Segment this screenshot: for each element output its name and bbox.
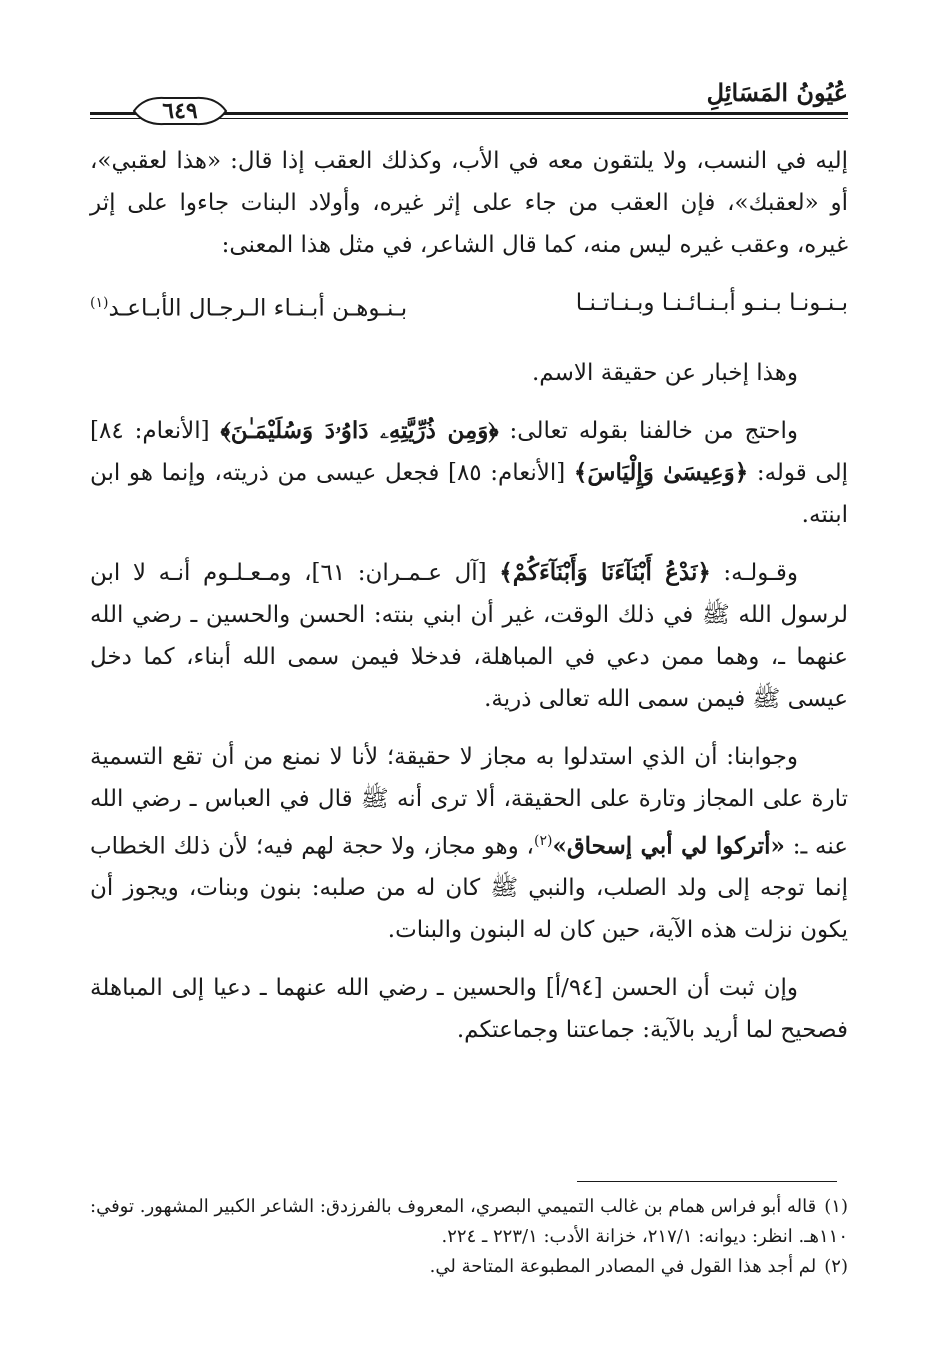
verse-second-text: بـنـوهـن أبـنـاء الـرجـال الأبـاعـد: [108, 295, 408, 322]
verse-first-hemistich: بـنـونـا بـنـو أبـنـائـنـا وبـنـاتـنـا: [575, 290, 848, 316]
page-header: [90, 78, 848, 126]
footnote-ref-1[interactable]: (١): [90, 295, 109, 311]
poetry-verse: [90, 282, 848, 330]
quran-verse-1: ﴿وَمِن ذُرِّيَّتِهِۦ دَاوُۥدَ وَسُلَيْمَـٰنَ﴾: [220, 416, 499, 444]
paragraph-6: وإن ثبت أن الحسن [٩٤/أ] والحسين ـ رضي الله عنهما ـ دعيا إلى المباهلة فصحيح لما أريد بالآية: جماعتنا وجماعتكم.: [90, 975, 848, 1044]
paragraph-3: [90, 410, 848, 536]
footnote-ref-2[interactable]: (٢): [533, 832, 553, 849]
page-number: ٦٤٩: [162, 98, 198, 124]
footnote-2-number: (٢): [824, 1256, 848, 1277]
quran-verse-3: ﴿نَدْعُ أَبْنَآءَنَا وَأَبْنَآءَكُمْ﴾: [499, 558, 711, 586]
book-title: عُيُونُ المَسَائِلِ: [706, 78, 848, 107]
footnotes: [90, 1192, 848, 1282]
quran-verse-2: ﴿وَعِيسَىٰ وَإِلْيَاسَ﴾: [573, 458, 749, 486]
footnote-1-text: قاله أبو فراس همام بن غالب التميمي البصري، المعروف بالفرزدق: الشاعر الكبير المشهور. توفي: ١١٠هـ. انظر: ديوانه: ٢١٧/١، خزانة الأدب: ٢٢٣/١ ـ ٢٢٤.: [90, 1196, 848, 1247]
footnote-2-text: لم أجد هذا القول في المصادر المطبوعة المتاحة لي.: [429, 1256, 817, 1277]
paragraph-5: [90, 736, 848, 952]
hadith-quote: «أتركوا لي أبي إسحاق»: [552, 832, 785, 860]
footnote-separator: [577, 1181, 837, 1182]
paragraph-3-text-a: واحتج من خالفنا بقوله تعالى:: [498, 417, 798, 444]
paragraph-1: إليه في النسب، ولا يلتقون معه في الأب، وكذلك العقب إذا قال: «هذا لعقبي»، أو «لعقبك»، فإن العقب من جاء على إثر غيره، وأولاد البنات جاءوا على إثر غيره، وعقب غيره ليس منه، كما قال الشاعر، في مثل هذا المعنى:: [90, 148, 848, 258]
page-number-frame: [130, 96, 230, 126]
paragraph-5-text-a: وجوابنا: أن الذي استدلوا به مجاز لا حقيقة؛ لأنا لا نمنع من أن تقع التسمية تارة على المجاز وتارة على الحقيقة، ألا ترى أنه ﷺ قال في العباس ـ رضي الله عنه ـ:: [90, 743, 848, 860]
paragraph-4-text-b: [آل عـمـران: ٦١]، ومـعـلـوم أنـه لا ابن لرسول الله ﷺ في ذلك الوقت، غير أن ابني بنته: الحسن والحسين ـ رضي الله عنهما ـ، وهما ممن دعي في المباهلة، فدخلا فيمن سمى الله أبناء، كما دخل عيسى ﷺ فيمن سمى الله تعالى ذرية.: [90, 559, 848, 712]
paragraph-3-text-b: [الأنعام: ٨٤] إلى قوله:: [90, 417, 848, 486]
footnote-1: [90, 1192, 848, 1252]
paragraph-3-text-c: [الأنعام: ٨٥] فجعل عيسى من ذريته، وإنما هو ابن ابنته.: [90, 459, 848, 528]
verse-second-hemistich: [90, 282, 407, 330]
paragraph-2: وهذا إخبار عن حقيقة الاسم.: [532, 359, 798, 386]
paragraph-4-text-a: وقـولـه:: [710, 559, 798, 586]
footnote-2: [90, 1252, 848, 1282]
main-text: [90, 140, 848, 1067]
paragraph-4: [90, 552, 848, 720]
footnote-1-number: (١): [824, 1196, 848, 1217]
paragraph-5-text-b: ، وهو مجاز، ولا حجة لهم فيه؛ لأن ذلك الخطاب إنما توجه إلى ولد الصلب، والنبي ﷺ كان له من صلبه: بنون وبنات، ويجوز أن يكون نزلت هذه الآية، حين كان له البنون والبنات.: [90, 833, 848, 944]
